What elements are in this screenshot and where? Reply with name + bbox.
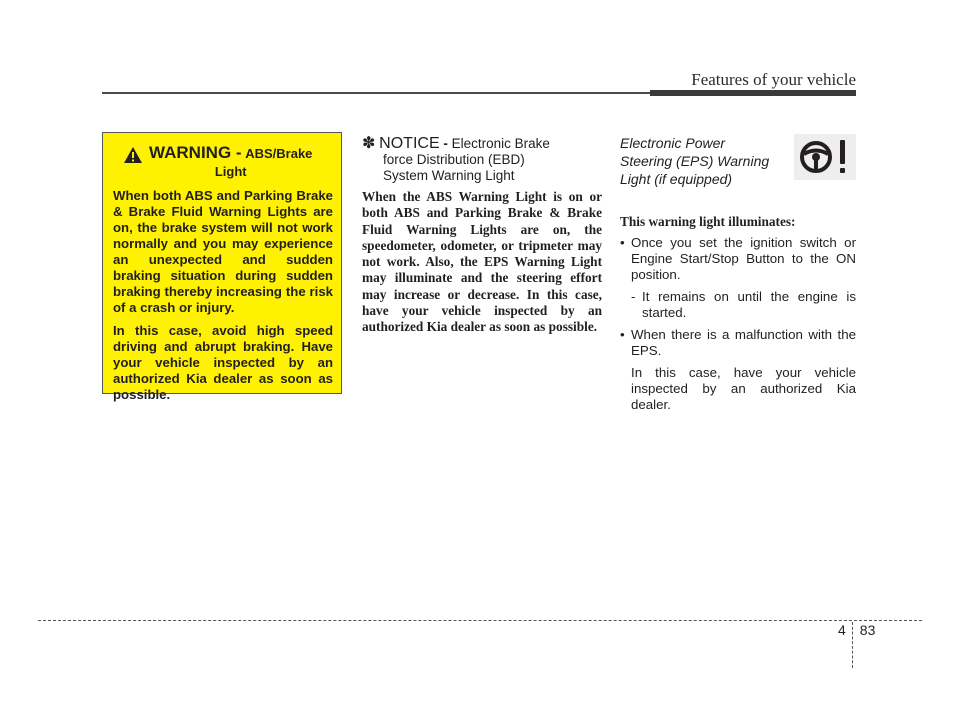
eps-warning-icon	[794, 134, 856, 180]
page-number	[838, 622, 875, 668]
list-item: • Once you set the ignition switch or Engine Start/Stop Button to the ON position.	[620, 235, 856, 282]
footer-rule	[38, 620, 922, 621]
header-title: Features of your vehicle	[691, 70, 856, 89]
list-sub-item: - It remains on until the engine is started.	[631, 289, 856, 320]
warning-paragraph-1: When both ABS and Parking Brake & Brake Fluid Warning Lights are on, the brake system will not work normally and you may experience an unexpected and sudden braking situation during sudden braking thereby increasing the risk of a crash or injury.	[113, 188, 333, 315]
eps-section	[620, 134, 856, 419]
warning-box	[102, 132, 342, 402]
illuminates-label: This warning light illuminates:	[620, 214, 796, 229]
notice-title: Electronic Brake	[451, 136, 550, 151]
warning-topic: ABS/Brake	[245, 146, 313, 161]
notice-symbol: ✽	[362, 135, 376, 152]
notice-section	[362, 136, 602, 336]
notice-word: NOTICE	[379, 135, 440, 152]
header-rule-accent	[650, 90, 856, 96]
warning-triangle-icon	[123, 146, 143, 164]
warning-paragraph-2: In this case, avoid high speed driving and abrupt braking. Have your vehicle inspected by an authorized Kia dealer as soon as possible.	[113, 323, 333, 402]
eps-heading: Electronic Power Steering (EPS) Warning Light (if equipped)	[620, 135, 770, 187]
chapter-number: 4	[838, 622, 846, 638]
warning-word: WARNING -	[149, 143, 242, 162]
notice-heading: ✽ NOTICE - Electronic Brake force Distribution (EBD) System Warning Light	[362, 135, 550, 183]
eps-advice: In this case, have your vehicle inspected by an authorized Kia dealer.	[631, 365, 856, 412]
page-separator	[852, 622, 854, 668]
list-item: • When there is a malfunction with the EPS.	[620, 327, 856, 358]
page-number-value: 83	[859, 622, 876, 638]
warning-title	[113, 143, 333, 180]
notice-body: When the ABS Warning Light is on or both ABS and Parking Brake & Brake Fluid Warning Lights are on, the speedometer, odometer, or tripmeter may not work. Also, the EPS Warning Light may illuminate and the steering effort may increase or decrease. In this case, have your vehicle inspected by an authorized Kia dealer as soon as possible.	[362, 189, 602, 335]
warning-topic-2: Light	[214, 164, 247, 179]
